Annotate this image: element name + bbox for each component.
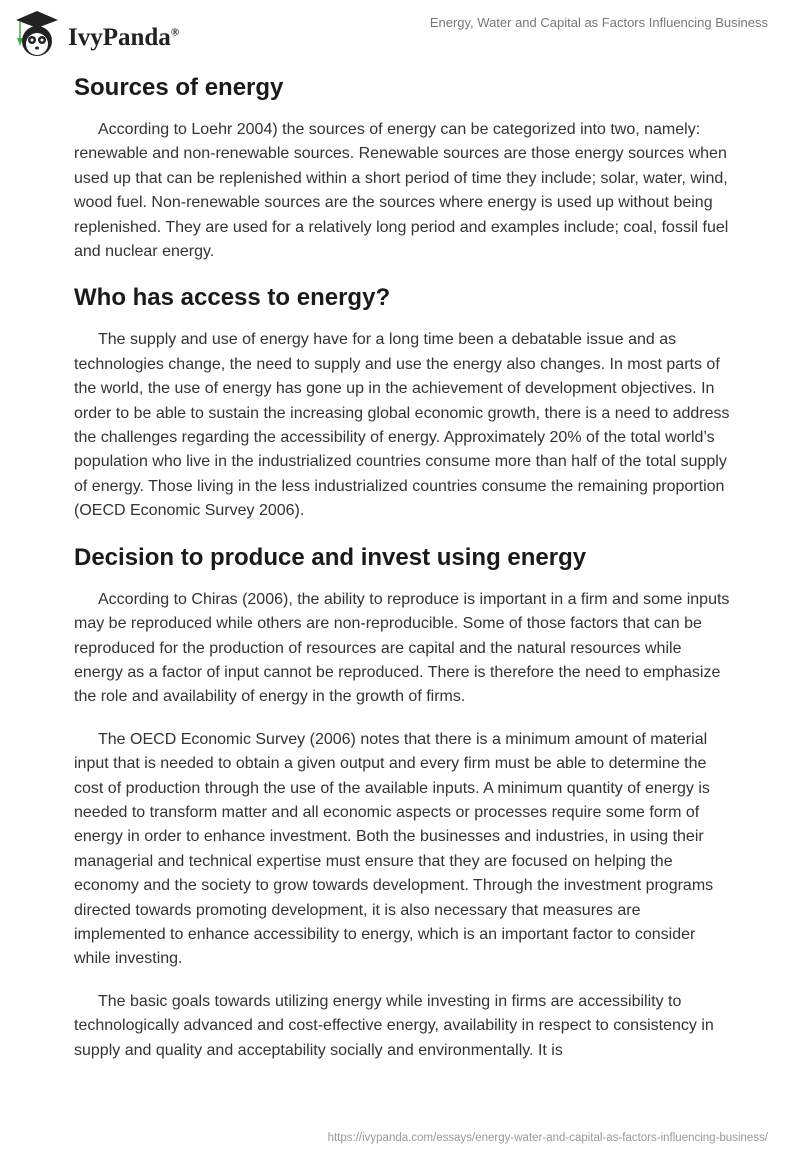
logo-text: IvyPanda — [68, 24, 171, 51]
paragraph: The OECD Economic Survey (2006) notes that there is a minimum amount of material input that is needed to obtain a given output and every firm must be able to determine the cost of production through the use of the available inputs. A minimum quantity of energy is needed to transform matter and all economic aspects or processes require some form of energy in order to enhance investment. Both the businesses and industries, in using their managerial and technical expertise must ensure that they are focused on helping the economy and the society to grow towards development. Through the investment programs directed towards promoting development, it is also necessary that measures are implemented to enhance accessibility to energy, which is an important factor to consider while investing. — [74, 730, 714, 968]
page-header — [0, 0, 800, 60]
section-heading: Sources of energy — [74, 74, 284, 101]
paragraph: According to Loehr 2004) the sources of energy can be categorized into two, namely: renewable and non-renewable sources. Renewable sources are those energy sources when used up that can be replenished within a short period of time they include; solar, water, wind, wood fuel. Non-renewable sources are the sources where energy is used up without being replenished. They are used for a relatively long period and examples include; coal, fossil fuel and nuclear energy. — [74, 121, 729, 261]
ivypanda-logo[interactable] — [12, 8, 179, 58]
paragraph: The supply and use of energy have for a long time been a debatable issue and as technologies change, the need to supply and use the energy also changes. In most parts of the world, the use of energy has gone up in the achievement of development objectives. In order to be able to sustain the increasing global economic growth, there is a need to address the challenges regarding the accessibility of energy. Approximately 20% of the total world’s population who live in the industrialized countries consume more than half of the total supply of energy. Those living in the less industrialized countries consume the remaining proportion (OECD Economic Survey 2006). — [74, 331, 730, 520]
section-heading: Who has access to energy? — [74, 284, 391, 312]
section-heading: Decision to produce and invest using energy — [74, 543, 587, 571]
registered-mark: ® — [170, 26, 180, 39]
paragraph: According to Chiras (2006), the ability to reproduce is important in a firm and some inputs may be reproduced while others are non-reproducible. Some of those factors that can be reproduced for the production of resources are capital and the natural resources while energy as a factor of input cannot be reproduced. There is therefore the need to emphasize the role and availability of energy in the growth of firms. — [74, 590, 730, 706]
document-title: Energy, Water and Capital as Factors Influencing Business — [429, 15, 768, 30]
paragraph: The basic goals towards utilizing energy while investing in firms are accessibility to technologically advanced and cost-effective energy, availability in respect to consistency in supply and quality and acceptability socially and environmentally. It is — [74, 992, 714, 1059]
panda-graduate-icon — [12, 8, 62, 58]
source-url[interactable]: https://ivypanda.com/essays/energy-water-and-capital-as-factors-influencing-business/ — [327, 1132, 768, 1144]
article-body — [74, 72, 730, 1081]
